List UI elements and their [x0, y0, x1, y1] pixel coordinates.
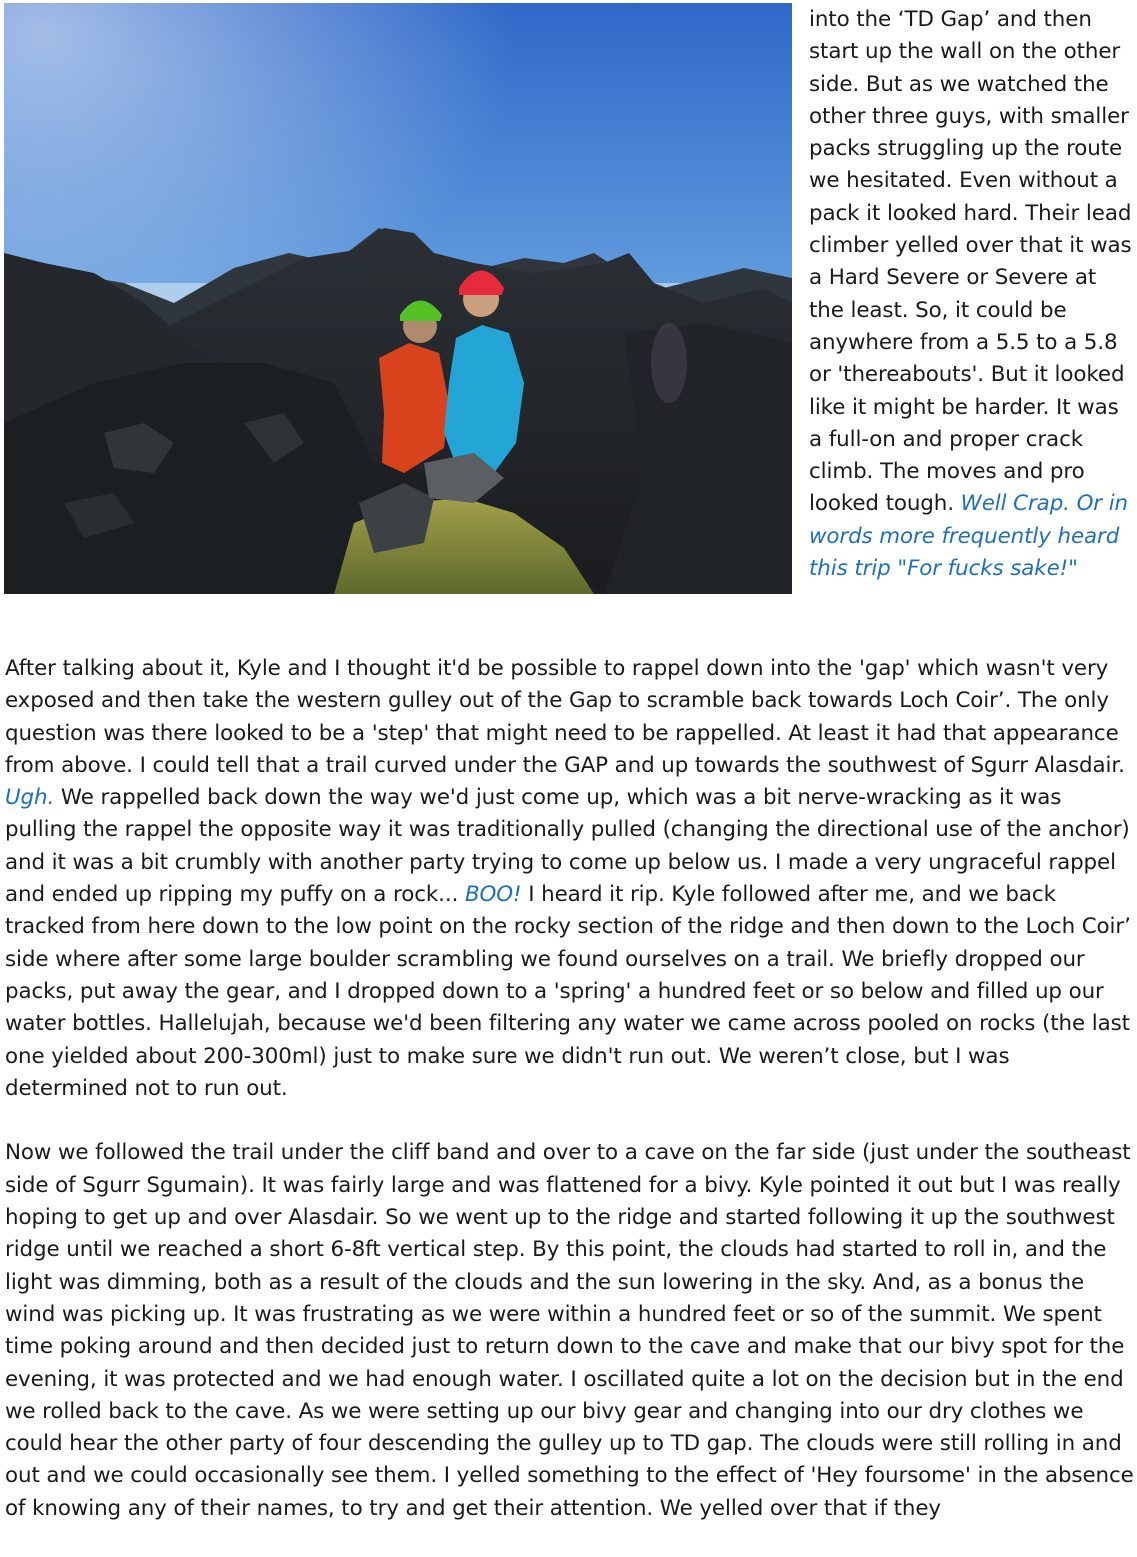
paragraph-rappel-part3: I heard it rip. Kyle followed after me, and we back tracked from here down to the low point on the rocky section of the ridge and then down to the Loch Coir’ side where after some large boulder scrambling we found ourselves on a trail. We briefly dropped our packs, put away the gear, and I dropped down to a 'spring' a hundred feet or so below and filled up our water bottles. Hallelujah, because we'd been filtering any water we came across pooled on rocks (the last one yielded about 200-300ml) just to make sure we didn't run out. We weren’t close, but I was determined not to run out.	[5, 882, 1131, 1101]
article-body	[5, 653, 1137, 1557]
paragraph-cave: Now we followed the trail under the cliff band and over to a cave on the far side (just under the southeast side of Sgurr Sgumain). It was fairly large and was flattened for a bivy. Kyle pointed it out but I was really hoping to get up and over Alasdair. So we went up to the ridge and started following it up the southwest ridge until we reached a short 6-8ft vertical step. By this point, the clouds had started to roll in, and the light was dimming, both as a result of the clouds and the sun lowering in the sky. And, as a bonus the wind was picking up. It was frustrating as we were within a hundred feet or so of the summit. We spent time poking around and then decided just to return down to the cave and make that our bivy spot for the evening, it was protected and we had enough water. I oscillated quite a lot on the decision but in the end we rolled back to the cave. As we were setting up our bivy gear and changing into our dry clothes we could hear the other party of four descending the gulley up to TD gap. The clouds were still rolling in and out and we could occasionally see them. I yelled something to the effect of 'Hey foursome' in the absence of knowing any of their names, to try and get their attention. We yelled over that if they	[5, 1140, 1134, 1521]
side-column-emphasis: Well Crap. Or in words more frequently heard this trip "For fucks sake!"	[809, 491, 1128, 582]
paragraph-rappel-part1: After talking about it, Kyle and I thought it'd be possible to rappel down into the 'gap' which wasn't very exposed and then take the western gulley out of the Gap to scramble back towards Loch Coir’. The only question was there looked to be a 'step' that might need to be rappelled. At least it had that appearance from above. I could tell that a trail curved under the GAP and up towards the southwest of Sgurr Alasdair.	[5, 656, 1125, 778]
emphasis-ugh: Ugh.	[5, 785, 55, 811]
side-column-body: into the ‘TD Gap’ and then start up the wall on the other side. But as we watched the other three guys, with smaller packs struggling up the route we hesitated. Even without a pack it looked hard. Their lead climber yelled over that it was a Hard Severe or Severe at the least. So, it could be anywhere from a 5.5 to a 5.8 or 'thereabouts'. But it looked like it might be harder. It was a full-on and proper crack climb. The moves and pro looked tough.	[809, 7, 1132, 517]
mountain-ridge-climbers-photo-icon	[4, 3, 792, 594]
side-column-text	[809, 4, 1135, 585]
paragraph-rappel-part2: We rappelled back down the way we'd just come up, which was a bit nerve-wracking as it was pulling the rappel the opposite way it was traditionally pulled (changing the directional use of the anchor) and it was a bit crumbly with another party trying to come up below us. I made a very ungraceful rappel and ended up ripping my puffy on a rock...	[5, 785, 1130, 908]
emphasis-boo: BOO!	[464, 882, 522, 908]
paragraph-rappel	[5, 653, 1137, 1105]
mountain-ridge-photo	[4, 3, 792, 594]
